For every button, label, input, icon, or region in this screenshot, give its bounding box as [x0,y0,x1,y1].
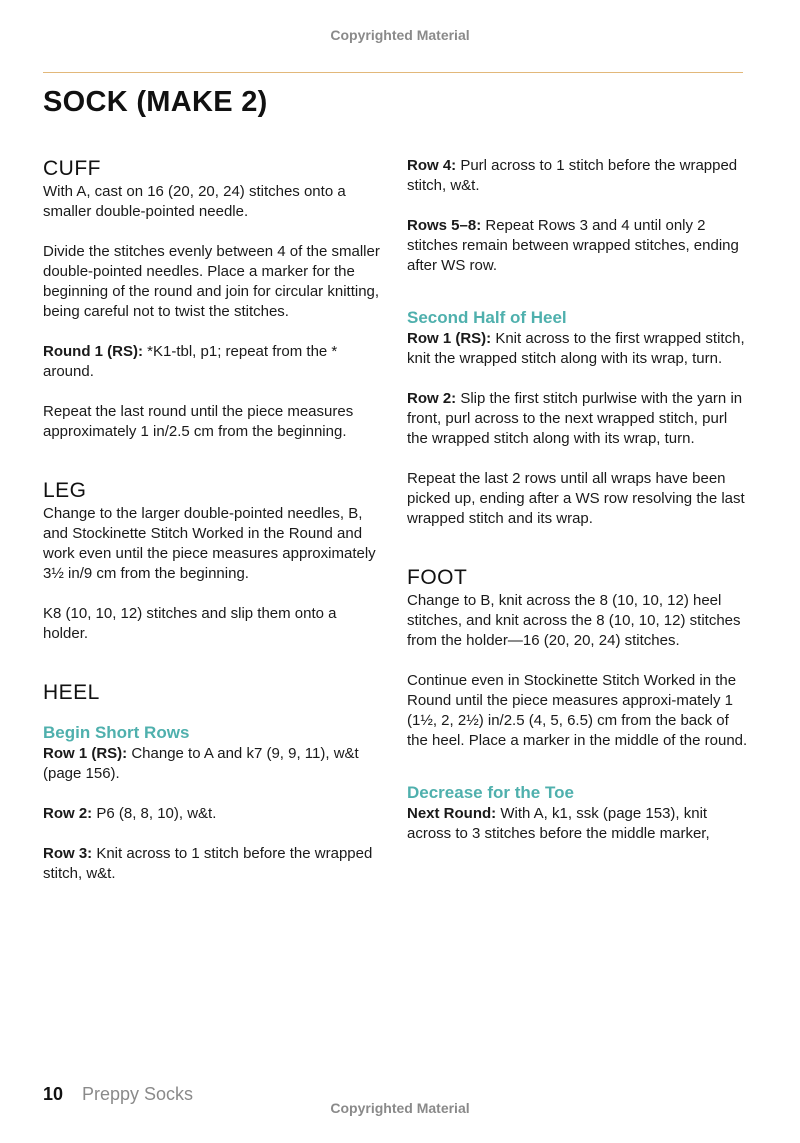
cuff-round-1 [43,342,383,382]
row-text: P6 (8, 8, 10), w&t. [92,805,217,822]
row-text: Change to A and k7 (9, 9, 11), w&t (page 156). [43,745,359,782]
page-number: 10 [43,1084,64,1104]
row-label: Row 4: [407,157,457,174]
second-half-row-1 [407,329,752,369]
row-text: Slip the first stitch purlwise with the yarn in front, purl across to the next wrapped stitch, purl the wrapped stitch along with its wrap, turn. [407,390,743,447]
row-label: Row 1 (RS): [407,330,492,347]
section-title-leg: LEG [43,479,87,502]
row-label: Row 2: [407,390,457,407]
row-label: Row 1 (RS): [43,745,128,762]
row-text: Knit across to the first wrapped stitch, knit the wrapped stitch along with its wrap, turn. [407,330,745,367]
heel-row-2 [43,804,383,824]
row-label: Next Round: [407,805,497,822]
right-column [407,156,752,844]
heel-row-3 [43,844,383,884]
left-column [43,156,383,884]
row-label: Row 2: [43,805,93,822]
round-text: *K1-tbl, p1; repeat from the * around. [43,343,338,380]
toe-next-round [407,804,752,844]
copyright-header: Copyrighted Material [330,27,470,43]
section-title-heel: HEEL [43,681,100,704]
row-text: With A, k1, ssk (page 153), knit across to 3 stitches before the middle marker, [407,805,710,842]
row-label: Row 3: [43,845,93,862]
second-half-paragraph: Repeat the last 2 rows until all wraps have been picked up, ending after a WS row resolving the last wrapped stitch and its wrap. [407,470,745,527]
section-title-cuff: CUFF [43,157,101,180]
header-divider [43,72,743,73]
round-label: Round 1 (RS): [43,343,143,360]
subsection-title-begin-short-rows: Begin Short Rows [43,723,190,742]
foot-paragraph-2: Continue even in Stockinette Stitch Worked in the Round until the piece measures approxi-mately 1 (1½, 2, 2½) in/2.5 (4, 5, 6.5) cm from the back of the heel. Place a marker in the middle of the round. [407,672,748,749]
leg-paragraph-1: Change to the larger double-pointed needles, B, and Stockinette Stitch Worked in the Round and work even until the piece measures approximately 3½ in/9 cm from the beginning. [43,505,376,582]
row-text: Knit across to 1 stitch before the wrapped stitch, w&t. [43,845,373,882]
book-title: Preppy Socks [82,1084,194,1104]
cuff-paragraph-2: Divide the stitches evenly between 4 of the smaller double-pointed needles. Place a marker for the beginning of the round and join for circular knitting, being careful not to twist the stitches. [43,243,380,320]
heel-row-1 [43,744,383,784]
heel-row-4 [407,156,752,196]
cuff-paragraph-3: Repeat the last round until the piece measures approximately 1 in/2.5 cm from the beginning. [43,403,354,440]
leg-paragraph-2: K8 (10, 10, 12) stitches and slip them onto a holder. [43,605,337,642]
row-text: Repeat Rows 3 and 4 until only 2 stitches remain between wrapped stitches, ending after WS row. [407,217,739,274]
row-text: Purl across to 1 stitch before the wrapped stitch, w&t. [407,157,738,194]
subsection-title-second-half-of-heel: Second Half of Heel [407,308,567,327]
page-title: SOCK (MAKE 2) [43,86,268,118]
foot-paragraph-1: Change to B, knit across the 8 (10, 10, 12) heel stitches, and knit across the 8 (10, 10, 12) stitches from the holder—16 (20, 20, 24) stitches. [407,592,741,649]
copyright-footer: Copyrighted Material [330,1100,470,1116]
row-label: Rows 5–8: [407,217,482,234]
heel-rows-5-8 [407,216,752,276]
second-half-row-2 [407,389,752,449]
subsection-title-decrease-for-the-toe: Decrease for the Toe [407,783,574,802]
section-title-foot: FOOT [407,566,468,589]
cuff-paragraph-1: With A, cast on 16 (20, 20, 24) stitches onto a smaller double-pointed needle. [43,183,346,220]
